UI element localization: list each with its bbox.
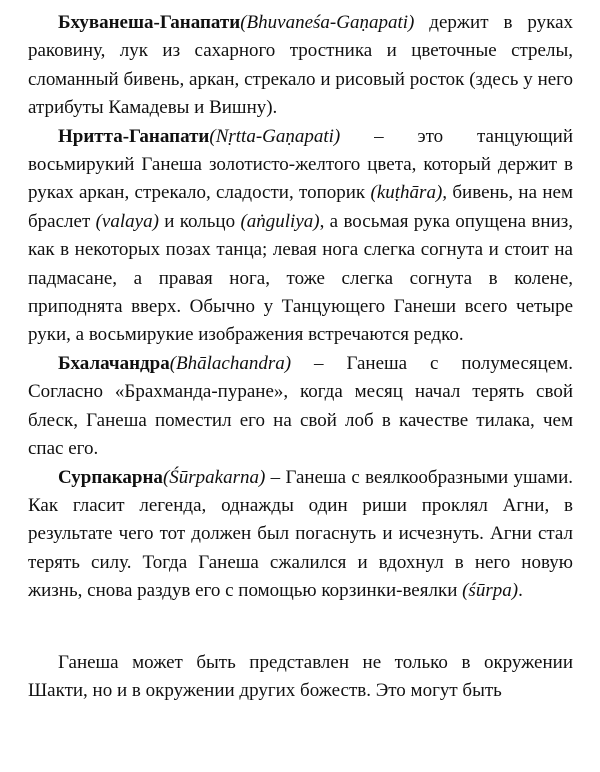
text-run: Бхуванеша-Ганапати xyxy=(58,12,241,33)
text-run: Ганеша может быть представлен не только в окружении Шакти, но и в окружении других божеств. Это могут быть xyxy=(28,651,573,701)
paragraph-bhalachandra xyxy=(28,350,573,464)
text-run: (valaya) xyxy=(95,210,159,232)
text-run: – Ганеша с полумесяцем. Согласно «Брахманда-пуране», когда месяц начал терять свой блеск, Ганеша поместил его на свой лоб в качестве тилака, чем спас его. xyxy=(28,352,573,460)
text-run: (Bhālachandra) xyxy=(169,352,292,374)
text-run: (aṅguliya) xyxy=(240,210,320,232)
text-run: Нритта-Ганапати xyxy=(58,125,210,147)
text-run: бивень, на нем браслет xyxy=(28,182,573,232)
text-run: , а восьмая рука опущена вниз, как в некоторых позах танца; левая нога слегка согнута и стоит на падмасане, а правая нога, тоже слегка согнута в колене, приподнята вверх. Обычно у Танцующего Ганеши всего четыре руки, а восьмирукие изображения встречаются редко. xyxy=(28,210,573,346)
text-run: (śūrpa) xyxy=(462,580,519,602)
text-run: (kuṭhāra), xyxy=(370,182,448,204)
text-run: держит в руках раковину, лук из сахарного тростника и цветочные стрелы, сломанный бивень, аркан, стрекало и рисовый росток (здесь у него атрибуты Камадевы и Вишну). xyxy=(28,12,573,119)
paragraph-bhuvanesha xyxy=(28,9,573,123)
paragraph-surpakarna xyxy=(28,464,573,606)
text-run: (Bhuvaneśa-Gaṇapati) xyxy=(240,12,415,33)
text-run: и кольцо xyxy=(158,210,241,232)
text-run: (Nṛtta-Gaṇapati) xyxy=(209,125,341,147)
paragraph-nritta xyxy=(28,123,573,350)
text-run: – Ганеша с веялкообразными ушами. Как гласит легенда, однажды один риши проклял Агни, в результате чего тот должен был погаснуть и исчезнуть. Агни стал терять силу. Тогда Ганеша сжалился и вдохнул в него новую жизнь, снова раздув его с помощью корзинки-веялки xyxy=(28,466,573,602)
text-run: – это танцующий восьмирукий Ганеша золотисто-желтого цвета, который держит в руках аркан, стрекало, сладости, топорик xyxy=(28,125,573,204)
text-run: . xyxy=(518,580,523,602)
paragraph-closing xyxy=(28,649,573,706)
text-run: Сурпакарна xyxy=(58,466,163,488)
text-run: Бхалачандра xyxy=(58,352,170,374)
text-run: (Śūrpakarna) xyxy=(162,466,266,488)
